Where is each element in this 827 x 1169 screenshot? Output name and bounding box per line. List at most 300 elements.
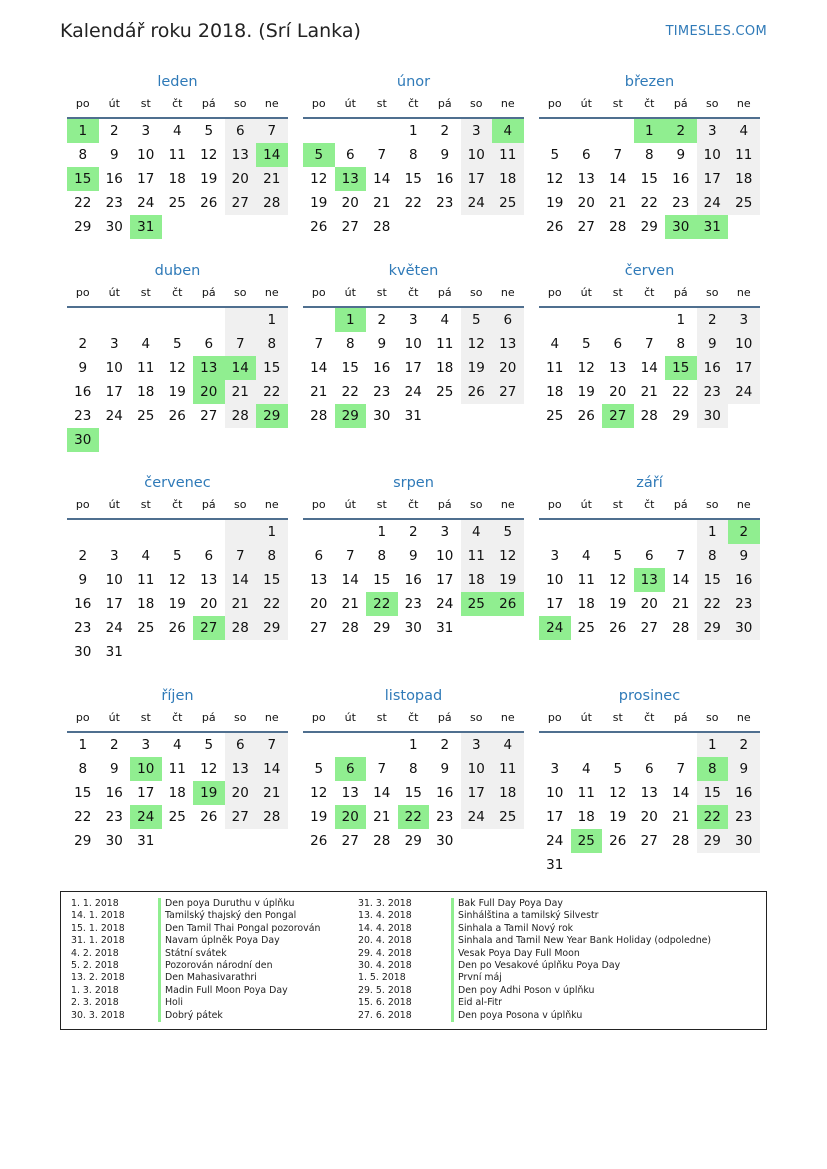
- day-cell[interactable]: 20: [640, 809, 658, 825]
- day-cell[interactable]: 29: [672, 408, 690, 424]
- day-cell[interactable]: 7: [345, 548, 355, 564]
- day-cell[interactable]: 9: [78, 360, 88, 376]
- day-cell[interactable]: 10: [436, 548, 454, 564]
- day-cell[interactable]: 26: [461, 380, 493, 404]
- day-cell[interactable]: 31: [137, 833, 155, 849]
- day-cell[interactable]: 21: [256, 781, 288, 805]
- day-cell[interactable]: 18: [577, 809, 595, 825]
- day-cell[interactable]: 12: [492, 544, 524, 568]
- day-cell[interactable]: 16: [436, 171, 454, 187]
- day-cell[interactable]: 24: [404, 384, 422, 400]
- day-cell[interactable]: 23: [672, 195, 690, 211]
- day-cell[interactable]: 5: [461, 308, 493, 332]
- holiday-day[interactable]: 19: [193, 781, 225, 805]
- day-cell[interactable]: 6: [314, 548, 324, 564]
- day-cell[interactable]: 2: [109, 123, 119, 139]
- day-cell[interactable]: 8: [644, 147, 654, 163]
- day-cell[interactable]: 8: [78, 761, 88, 777]
- day-cell[interactable]: 14: [672, 572, 690, 588]
- day-cell[interactable]: 17: [137, 171, 155, 187]
- day-cell[interactable]: 15: [341, 360, 359, 376]
- day-cell[interactable]: 4: [728, 119, 760, 143]
- day-cell[interactable]: 25: [168, 809, 186, 825]
- day-cell[interactable]: 28: [341, 620, 359, 636]
- day-cell[interactable]: 26: [609, 620, 627, 636]
- day-cell[interactable]: 21: [640, 384, 658, 400]
- day-cell[interactable]: 28: [672, 620, 690, 636]
- day-cell[interactable]: 12: [577, 360, 595, 376]
- day-cell[interactable]: 22: [74, 195, 92, 211]
- day-cell[interactable]: 3: [408, 312, 418, 328]
- day-cell[interactable]: 17: [105, 596, 123, 612]
- day-cell[interactable]: 30: [436, 833, 454, 849]
- day-cell[interactable]: 7: [256, 733, 288, 757]
- day-cell[interactable]: 14: [310, 360, 328, 376]
- holiday-day[interactable]: 22: [366, 592, 398, 616]
- day-cell[interactable]: 1: [697, 733, 729, 757]
- day-cell[interactable]: 10: [728, 332, 760, 356]
- day-cell[interactable]: 9: [440, 761, 450, 777]
- day-cell[interactable]: 7: [225, 332, 257, 356]
- day-cell[interactable]: 1: [697, 520, 729, 544]
- day-cell[interactable]: 30: [728, 829, 760, 853]
- holiday-day[interactable]: 1: [634, 119, 666, 143]
- day-cell[interactable]: 16: [728, 781, 760, 805]
- day-cell[interactable]: 27: [492, 380, 524, 404]
- holiday-day[interactable]: 8: [697, 757, 729, 781]
- holiday-day[interactable]: 2: [728, 520, 760, 544]
- day-cell[interactable]: 29: [404, 833, 422, 849]
- day-cell[interactable]: 14: [373, 785, 391, 801]
- holiday-day[interactable]: 24: [539, 616, 571, 640]
- day-cell[interactable]: 1: [676, 312, 686, 328]
- day-cell[interactable]: 3: [141, 123, 151, 139]
- day-cell[interactable]: 1: [408, 737, 418, 753]
- holiday-day[interactable]: 26: [492, 592, 524, 616]
- day-cell[interactable]: 16: [105, 785, 123, 801]
- day-cell[interactable]: 5: [550, 147, 560, 163]
- day-cell[interactable]: 4: [172, 123, 182, 139]
- day-cell[interactable]: 16: [105, 171, 123, 187]
- day-cell[interactable]: 12: [461, 332, 493, 356]
- day-cell[interactable]: 7: [377, 761, 387, 777]
- day-cell[interactable]: 2: [440, 737, 450, 753]
- day-cell[interactable]: 3: [550, 761, 560, 777]
- day-cell[interactable]: 30: [404, 620, 422, 636]
- day-cell[interactable]: 15: [404, 785, 422, 801]
- day-cell[interactable]: 13: [609, 360, 627, 376]
- day-cell[interactable]: 12: [200, 761, 218, 777]
- day-cell[interactable]: 28: [225, 404, 257, 428]
- holiday-day[interactable]: 31: [697, 215, 729, 239]
- day-cell[interactable]: 26: [310, 219, 328, 235]
- day-cell[interactable]: 19: [609, 809, 627, 825]
- day-cell[interactable]: 1: [78, 737, 88, 753]
- day-cell[interactable]: 21: [225, 380, 257, 404]
- day-cell[interactable]: 22: [256, 592, 288, 616]
- day-cell[interactable]: 26: [168, 408, 186, 424]
- day-cell[interactable]: 17: [137, 785, 155, 801]
- holiday-day[interactable]: 13: [193, 356, 225, 380]
- day-cell[interactable]: 10: [546, 785, 564, 801]
- day-cell[interactable]: 14: [640, 360, 658, 376]
- day-cell[interactable]: 2: [697, 308, 729, 332]
- day-cell[interactable]: 29: [373, 620, 391, 636]
- day-cell[interactable]: 21: [310, 384, 328, 400]
- day-cell[interactable]: 6: [225, 119, 257, 143]
- day-cell[interactable]: 7: [676, 548, 686, 564]
- day-cell[interactable]: 1: [408, 123, 418, 139]
- day-cell[interactable]: 3: [109, 336, 119, 352]
- day-cell[interactable]: 20: [577, 195, 595, 211]
- day-cell[interactable]: 18: [168, 171, 186, 187]
- day-cell[interactable]: 18: [461, 568, 493, 592]
- day-cell[interactable]: 11: [546, 360, 564, 376]
- day-cell[interactable]: 14: [225, 568, 257, 592]
- holiday-day[interactable]: 20: [193, 380, 225, 404]
- day-cell[interactable]: 15: [256, 356, 288, 380]
- day-cell[interactable]: 8: [408, 147, 418, 163]
- day-cell[interactable]: 23: [373, 384, 391, 400]
- day-cell[interactable]: 9: [408, 548, 418, 564]
- day-cell[interactable]: 29: [256, 616, 288, 640]
- day-cell[interactable]: 18: [546, 384, 564, 400]
- day-cell[interactable]: 2: [728, 733, 760, 757]
- day-cell[interactable]: 21: [341, 596, 359, 612]
- holiday-day[interactable]: 30: [67, 428, 99, 452]
- day-cell[interactable]: 6: [225, 733, 257, 757]
- holiday-day[interactable]: 22: [398, 805, 430, 829]
- day-cell[interactable]: 28: [672, 833, 690, 849]
- day-cell[interactable]: 2: [440, 123, 450, 139]
- day-cell[interactable]: 25: [137, 620, 155, 636]
- day-cell[interactable]: 4: [492, 733, 524, 757]
- day-cell[interactable]: 13: [640, 785, 658, 801]
- day-cell[interactable]: 12: [168, 572, 186, 588]
- day-cell[interactable]: 6: [204, 548, 214, 564]
- day-cell[interactable]: 4: [172, 737, 182, 753]
- day-cell[interactable]: 7: [314, 336, 324, 352]
- day-cell[interactable]: 14: [609, 171, 627, 187]
- day-cell[interactable]: 11: [168, 147, 186, 163]
- day-cell[interactable]: 2: [78, 548, 88, 564]
- day-cell[interactable]: 29: [74, 219, 92, 235]
- day-cell[interactable]: 14: [373, 171, 391, 187]
- day-cell[interactable]: 8: [345, 336, 355, 352]
- day-cell[interactable]: 26: [577, 408, 595, 424]
- day-cell[interactable]: 23: [74, 620, 92, 636]
- day-cell[interactable]: 26: [200, 195, 218, 211]
- day-cell[interactable]: 17: [436, 572, 454, 588]
- day-cell[interactable]: 22: [341, 384, 359, 400]
- day-cell[interactable]: 21: [672, 596, 690, 612]
- day-cell[interactable]: 19: [168, 596, 186, 612]
- day-cell[interactable]: 25: [577, 620, 595, 636]
- day-cell[interactable]: 20: [609, 384, 627, 400]
- day-cell[interactable]: 22: [672, 384, 690, 400]
- day-cell[interactable]: 7: [377, 147, 387, 163]
- day-cell[interactable]: 9: [440, 147, 450, 163]
- day-cell[interactable]: 29: [640, 219, 658, 235]
- day-cell[interactable]: 14: [672, 785, 690, 801]
- day-cell[interactable]: 3: [109, 548, 119, 564]
- holiday-day[interactable]: 1: [335, 308, 367, 332]
- day-cell[interactable]: 6: [492, 308, 524, 332]
- day-cell[interactable]: 8: [676, 336, 686, 352]
- day-cell[interactable]: 7: [676, 761, 686, 777]
- day-cell[interactable]: 13: [341, 785, 359, 801]
- day-cell[interactable]: 17: [546, 596, 564, 612]
- day-cell[interactable]: 23: [74, 408, 92, 424]
- day-cell[interactable]: 4: [440, 312, 450, 328]
- day-cell[interactable]: 21: [609, 195, 627, 211]
- day-cell[interactable]: 7: [613, 147, 623, 163]
- day-cell[interactable]: 4: [581, 761, 591, 777]
- day-cell[interactable]: 5: [172, 548, 182, 564]
- day-cell[interactable]: 27: [225, 191, 257, 215]
- day-cell[interactable]: 12: [609, 785, 627, 801]
- day-cell[interactable]: 27: [341, 833, 359, 849]
- day-cell[interactable]: 18: [436, 360, 454, 376]
- holiday-day[interactable]: 14: [225, 356, 257, 380]
- day-cell[interactable]: 28: [640, 408, 658, 424]
- day-cell[interactable]: 17: [461, 781, 493, 805]
- day-cell[interactable]: 2: [78, 336, 88, 352]
- day-cell[interactable]: 20: [225, 167, 257, 191]
- day-cell[interactable]: 16: [404, 572, 422, 588]
- day-cell[interactable]: 23: [697, 380, 729, 404]
- day-cell[interactable]: 19: [492, 568, 524, 592]
- holiday-day[interactable]: 1: [67, 119, 99, 143]
- holiday-day[interactable]: 30: [665, 215, 697, 239]
- day-cell[interactable]: 13: [310, 572, 328, 588]
- day-cell[interactable]: 21: [672, 809, 690, 825]
- day-cell[interactable]: 27: [640, 833, 658, 849]
- day-cell[interactable]: 9: [676, 147, 686, 163]
- day-cell[interactable]: 5: [581, 336, 591, 352]
- day-cell[interactable]: 13: [225, 757, 257, 781]
- day-cell[interactable]: 14: [341, 572, 359, 588]
- day-cell[interactable]: 10: [546, 572, 564, 588]
- day-cell[interactable]: 19: [546, 195, 564, 211]
- day-cell[interactable]: 12: [546, 171, 564, 187]
- day-cell[interactable]: 27: [577, 219, 595, 235]
- day-cell[interactable]: 24: [461, 805, 493, 829]
- day-cell[interactable]: 4: [141, 336, 151, 352]
- day-cell[interactable]: 26: [609, 833, 627, 849]
- day-cell[interactable]: 9: [377, 336, 387, 352]
- day-cell[interactable]: 26: [200, 809, 218, 825]
- day-cell[interactable]: 8: [256, 332, 288, 356]
- day-cell[interactable]: 19: [609, 596, 627, 612]
- day-cell[interactable]: 5: [172, 336, 182, 352]
- day-cell[interactable]: 23: [105, 809, 123, 825]
- day-cell[interactable]: 15: [640, 171, 658, 187]
- day-cell[interactable]: 10: [105, 360, 123, 376]
- day-cell[interactable]: 17: [697, 167, 729, 191]
- day-cell[interactable]: 20: [341, 195, 359, 211]
- holiday-day[interactable]: 14: [256, 143, 288, 167]
- day-cell[interactable]: 21: [225, 592, 257, 616]
- day-cell[interactable]: 9: [109, 761, 119, 777]
- holiday-day[interactable]: 27: [602, 404, 634, 428]
- day-cell[interactable]: 19: [310, 195, 328, 211]
- holiday-day[interactable]: 29: [335, 404, 367, 428]
- day-cell[interactable]: 17: [404, 360, 422, 376]
- day-cell[interactable]: 10: [461, 757, 493, 781]
- day-cell[interactable]: 30: [728, 616, 760, 640]
- day-cell[interactable]: 22: [697, 592, 729, 616]
- day-cell[interactable]: 29: [74, 833, 92, 849]
- day-cell[interactable]: 11: [461, 544, 493, 568]
- day-cell[interactable]: 6: [613, 336, 623, 352]
- day-cell[interactable]: 13: [200, 572, 218, 588]
- day-cell[interactable]: 27: [640, 620, 658, 636]
- day-cell[interactable]: 3: [461, 733, 493, 757]
- holiday-day[interactable]: 4: [492, 119, 524, 143]
- day-cell[interactable]: 25: [492, 805, 524, 829]
- day-cell[interactable]: 17: [546, 809, 564, 825]
- day-cell[interactable]: 22: [256, 380, 288, 404]
- day-cell[interactable]: 6: [345, 147, 355, 163]
- day-cell[interactable]: 16: [436, 785, 454, 801]
- day-cell[interactable]: 16: [728, 568, 760, 592]
- day-cell[interactable]: 25: [492, 191, 524, 215]
- day-cell[interactable]: 28: [609, 219, 627, 235]
- day-cell[interactable]: 3: [550, 548, 560, 564]
- day-cell[interactable]: 31: [404, 408, 422, 424]
- day-cell[interactable]: 15: [697, 568, 729, 592]
- day-cell[interactable]: 15: [373, 572, 391, 588]
- day-cell[interactable]: 5: [204, 737, 214, 753]
- day-cell[interactable]: 7: [256, 119, 288, 143]
- day-cell[interactable]: 30: [697, 404, 729, 428]
- day-cell[interactable]: 10: [404, 336, 422, 352]
- day-cell[interactable]: 17: [728, 356, 760, 380]
- day-cell[interactable]: 9: [728, 757, 760, 781]
- day-cell[interactable]: 23: [436, 195, 454, 211]
- day-cell[interactable]: 4: [461, 520, 493, 544]
- day-cell[interactable]: 8: [256, 544, 288, 568]
- day-cell[interactable]: 12: [168, 360, 186, 376]
- day-cell[interactable]: 23: [404, 596, 422, 612]
- holiday-day[interactable]: 29: [256, 404, 288, 428]
- day-cell[interactable]: 22: [404, 195, 422, 211]
- day-cell[interactable]: 5: [314, 761, 324, 777]
- day-cell[interactable]: 11: [577, 572, 595, 588]
- day-cell[interactable]: 23: [436, 809, 454, 825]
- day-cell[interactable]: 11: [577, 785, 595, 801]
- day-cell[interactable]: 27: [341, 219, 359, 235]
- day-cell[interactable]: 7: [644, 336, 654, 352]
- day-cell[interactable]: 27: [200, 408, 218, 424]
- holiday-day[interactable]: 5: [303, 143, 335, 167]
- day-cell[interactable]: 9: [728, 544, 760, 568]
- day-cell[interactable]: 19: [200, 171, 218, 187]
- day-cell[interactable]: 1: [377, 524, 387, 540]
- day-cell[interactable]: 25: [546, 408, 564, 424]
- day-cell[interactable]: 28: [310, 408, 328, 424]
- day-cell[interactable]: 11: [728, 143, 760, 167]
- day-cell[interactable]: 11: [137, 572, 155, 588]
- day-cell[interactable]: 29: [697, 829, 729, 853]
- day-cell[interactable]: 15: [74, 785, 92, 801]
- day-cell[interactable]: 30: [74, 644, 92, 660]
- day-cell[interactable]: 24: [436, 596, 454, 612]
- day-cell[interactable]: 28: [373, 219, 391, 235]
- day-cell[interactable]: 31: [546, 857, 564, 873]
- day-cell[interactable]: 24: [137, 195, 155, 211]
- brand-logo-text[interactable]: TIMESLES.COM: [665, 24, 767, 39]
- day-cell[interactable]: 25: [436, 384, 454, 400]
- holiday-day[interactable]: 31: [130, 215, 162, 239]
- day-cell[interactable]: 26: [168, 620, 186, 636]
- day-cell[interactable]: 7: [225, 544, 257, 568]
- day-cell[interactable]: 2: [408, 524, 418, 540]
- holiday-day[interactable]: 25: [461, 592, 493, 616]
- day-cell[interactable]: 28: [256, 805, 288, 829]
- day-cell[interactable]: 11: [168, 761, 186, 777]
- day-cell[interactable]: 13: [225, 143, 257, 167]
- day-cell[interactable]: 19: [461, 356, 493, 380]
- day-cell[interactable]: 27: [225, 805, 257, 829]
- day-cell[interactable]: 13: [577, 171, 595, 187]
- day-cell[interactable]: 20: [310, 596, 328, 612]
- day-cell[interactable]: 18: [728, 167, 760, 191]
- day-cell[interactable]: 8: [377, 548, 387, 564]
- day-cell[interactable]: 10: [461, 143, 493, 167]
- day-cell[interactable]: 15: [697, 781, 729, 805]
- day-cell[interactable]: 31: [436, 620, 454, 636]
- day-cell[interactable]: 4: [141, 548, 151, 564]
- day-cell[interactable]: 24: [697, 191, 729, 215]
- day-cell[interactable]: 2: [377, 312, 387, 328]
- day-cell[interactable]: 4: [550, 336, 560, 352]
- day-cell[interactable]: 6: [644, 548, 654, 564]
- day-cell[interactable]: 20: [640, 596, 658, 612]
- holiday-day[interactable]: 6: [335, 757, 367, 781]
- day-cell[interactable]: 23: [728, 805, 760, 829]
- day-cell[interactable]: 25: [168, 195, 186, 211]
- day-cell[interactable]: 10: [137, 147, 155, 163]
- day-cell[interactable]: 12: [609, 572, 627, 588]
- holiday-day[interactable]: 15: [67, 167, 99, 191]
- day-cell[interactable]: 18: [137, 384, 155, 400]
- day-cell[interactable]: 11: [137, 360, 155, 376]
- day-cell[interactable]: 15: [256, 568, 288, 592]
- day-cell[interactable]: 19: [310, 809, 328, 825]
- day-cell[interactable]: 25: [728, 191, 760, 215]
- day-cell[interactable]: 14: [256, 757, 288, 781]
- holiday-day[interactable]: 22: [697, 805, 729, 829]
- day-cell[interactable]: 4: [581, 548, 591, 564]
- day-cell[interactable]: 5: [613, 761, 623, 777]
- day-cell[interactable]: 6: [644, 761, 654, 777]
- day-cell[interactable]: 10: [105, 572, 123, 588]
- day-cell[interactable]: 28: [225, 616, 257, 640]
- day-cell[interactable]: 25: [137, 408, 155, 424]
- day-cell[interactable]: 28: [373, 833, 391, 849]
- day-cell[interactable]: 16: [672, 171, 690, 187]
- day-cell[interactable]: 17: [461, 167, 493, 191]
- day-cell[interactable]: 13: [492, 332, 524, 356]
- day-cell[interactable]: 15: [404, 171, 422, 187]
- day-cell[interactable]: 18: [168, 785, 186, 801]
- day-cell[interactable]: 10: [697, 143, 729, 167]
- holiday-day[interactable]: 24: [130, 805, 162, 829]
- day-cell[interactable]: 16: [373, 360, 391, 376]
- day-cell[interactable]: 31: [105, 644, 123, 660]
